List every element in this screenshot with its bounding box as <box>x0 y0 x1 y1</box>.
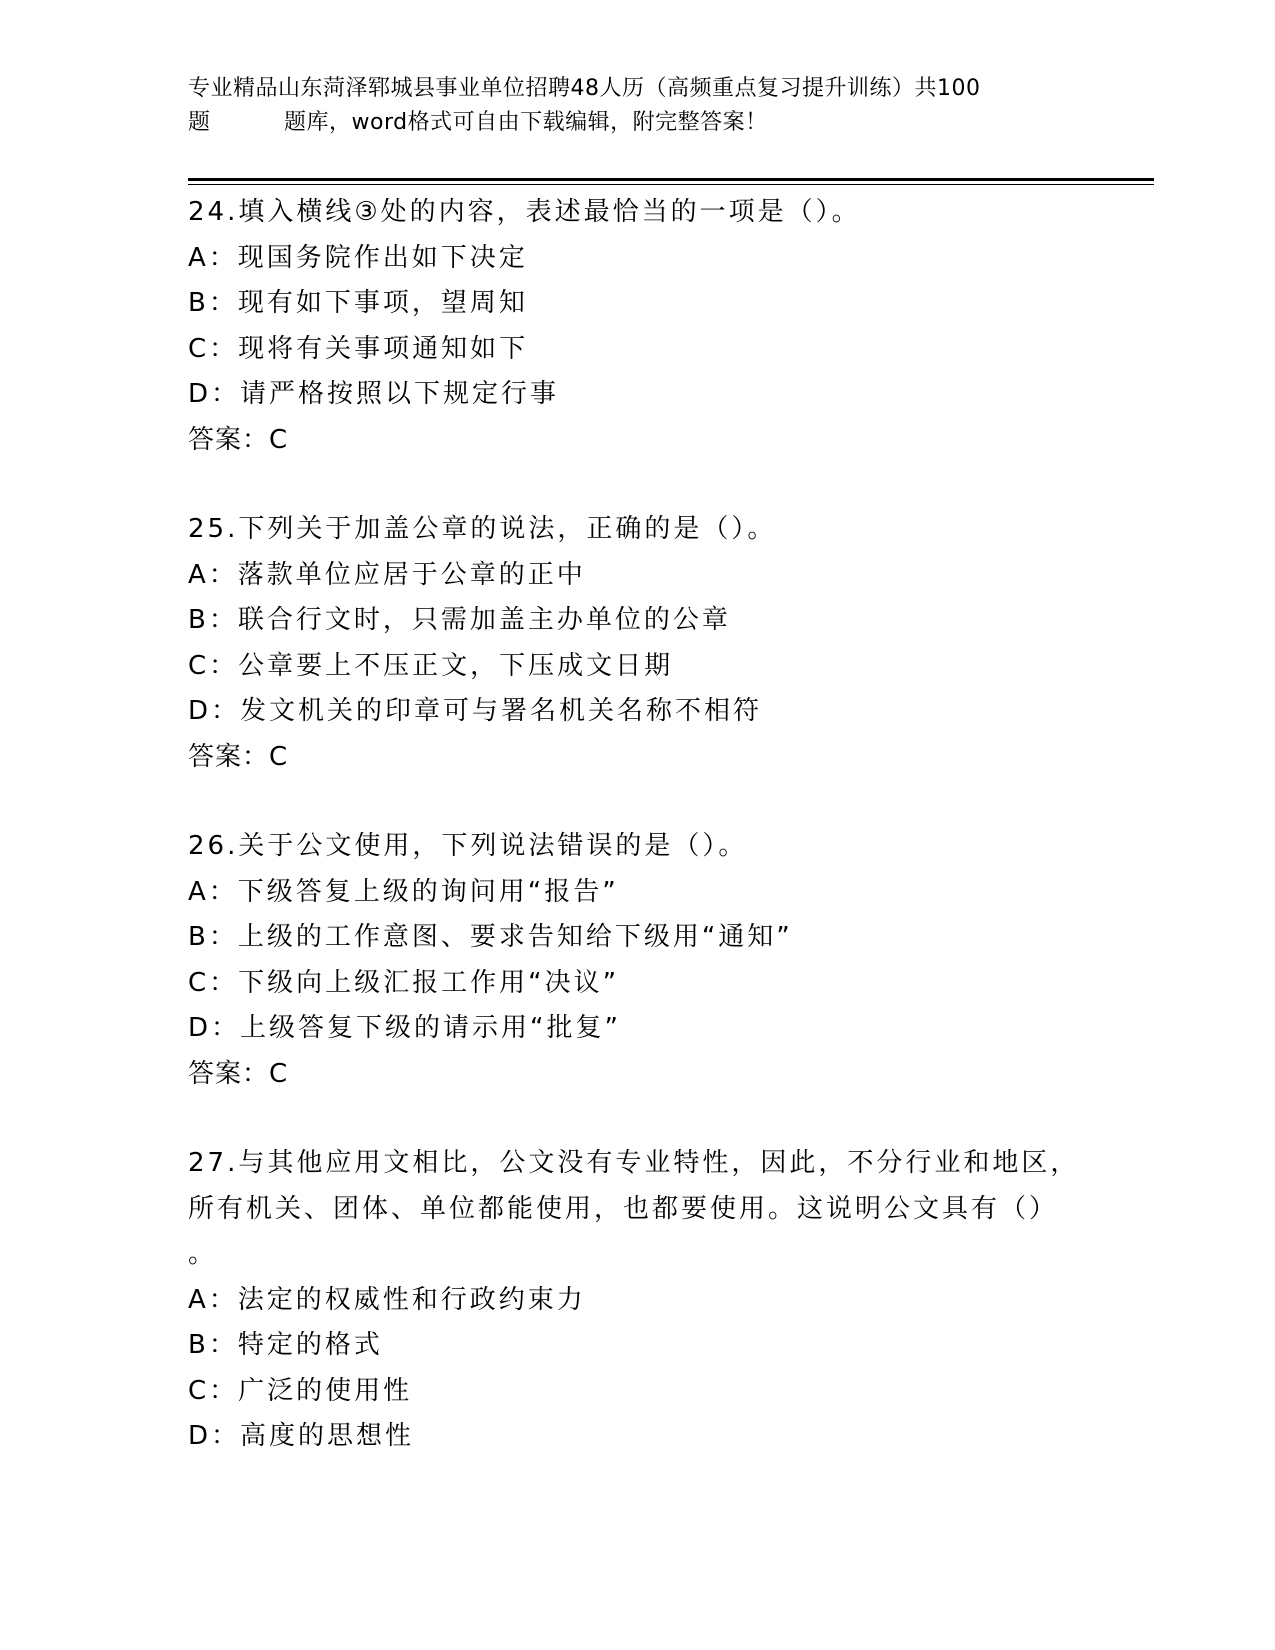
option-d: D：请严格按照以下规定行事 <box>188 379 560 409</box>
question-text-line-3: 。 <box>188 1239 218 1269</box>
option-c: C：广泛的使用性 <box>188 1375 413 1406</box>
answer: 答案：C <box>188 741 289 772</box>
option-c: C：现将有关事项通知如下 <box>188 333 529 364</box>
header-line-2 <box>188 106 1088 140</box>
answer: 答案：C <box>188 1058 289 1089</box>
question-list <box>188 190 1088 1504</box>
document-header <box>188 72 1088 140</box>
option-a: A：下级答复上级的询问用“报告” <box>188 876 619 907</box>
question-27 <box>188 1141 1088 1460</box>
header-divider-thin <box>188 184 1154 185</box>
question-25 <box>188 507 1088 780</box>
option-b: B：联合行文时，只需加盖主办单位的公章 <box>188 605 731 635</box>
question-text-line-1: 27.与其他应用文相比，公文没有专业特性，因此，不分行业和地区， <box>188 1148 1080 1178</box>
option-b: B：上级的工作意图、要求告知给下级用“通知” <box>188 922 793 952</box>
option-a: A：现国务院作出如下决定 <box>188 242 528 273</box>
option-d: D：高度的思想性 <box>188 1421 415 1451</box>
option-c: C：公章要上不压正文，下压成文日期 <box>188 650 674 681</box>
header-divider-thick <box>188 178 1154 181</box>
answer: 答案：C <box>188 424 289 455</box>
option-c: C：下级向上级汇报工作用“决议” <box>188 967 620 998</box>
question-text-line-2: 所有机关、团体、单位都能使用，也都要使用。这说明公文具有（） <box>188 1193 1059 1224</box>
header-line-2-text: 题库，word格式可自由下载编辑，附完整答案！ <box>284 110 768 135</box>
option-a: A：落款单位应居于公章的正中 <box>188 559 586 590</box>
header-line-1: 专业精品山东菏泽郓城县事业单位招聘48人历（高频重点复习提升训练）共100 <box>188 76 981 101</box>
question-text: 24.填入横线③处的内容，表述最恰当的一项是（）。 <box>188 197 861 227</box>
question-24 <box>188 190 1088 463</box>
option-d: D：发文机关的印章可与署名机关名称不相符 <box>188 696 763 726</box>
question-26 <box>188 824 1088 1097</box>
header-line-2-prefix: 题 <box>188 110 211 135</box>
option-d: D：上级答复下级的请示用“批复” <box>188 1013 621 1043</box>
option-b: B：特定的格式 <box>188 1330 383 1360</box>
option-b: B：现有如下事项，望周知 <box>188 288 528 318</box>
question-text: 25.下列关于加盖公章的说法，正确的是（）。 <box>188 514 777 544</box>
option-a: A：法定的权威性和行政约束力 <box>188 1284 586 1315</box>
question-text: 26.关于公文使用，下列说法错误的是（）。 <box>188 831 748 861</box>
